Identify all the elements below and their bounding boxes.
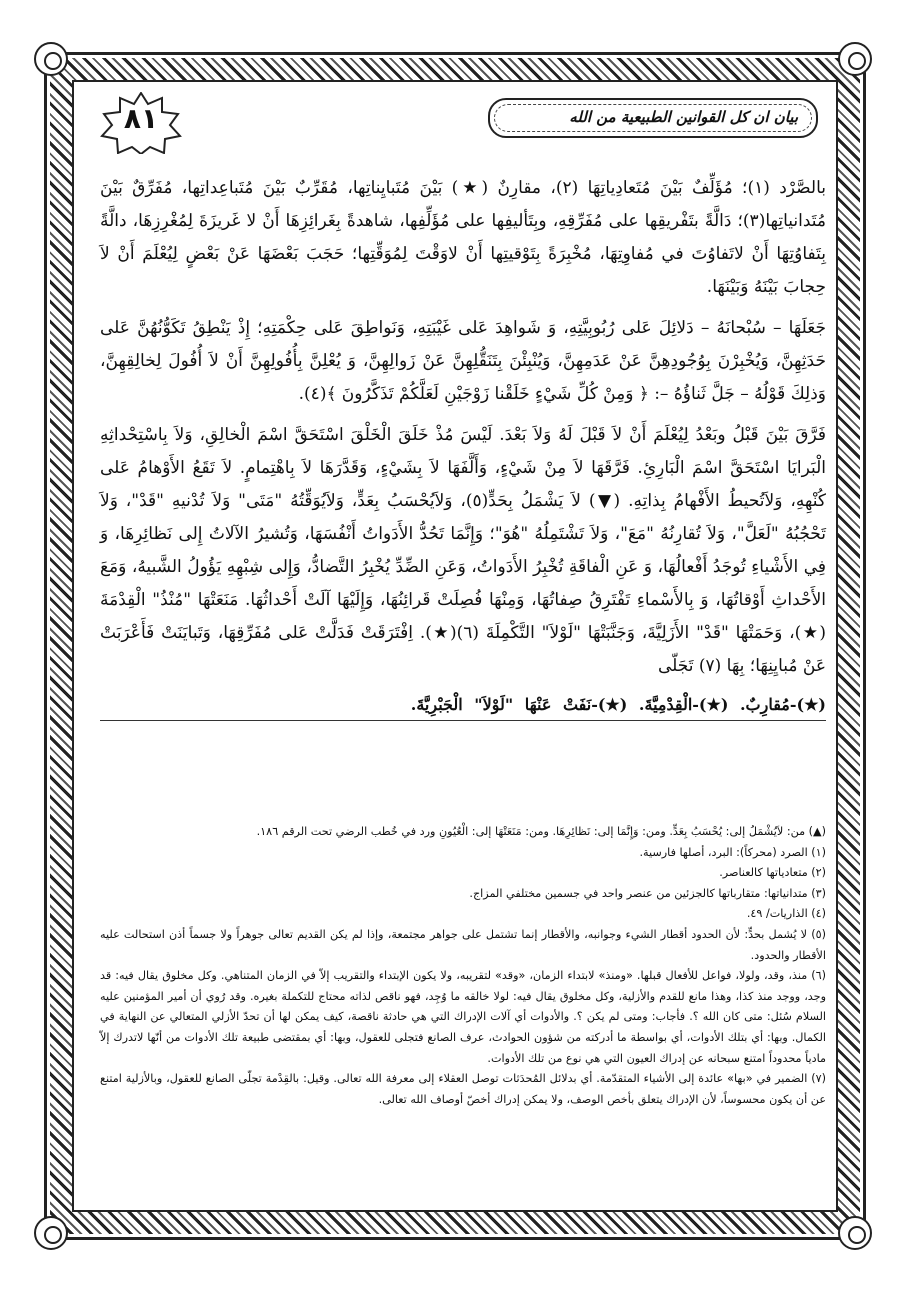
footnote: (٧) الضمير في «بها» عائدة إلى الأشياء المتقدّمة. أي بدلائل المُحدَثات توصل العقلاء إلى معرفة الله تعالى. وقيل: بالقِدْمة تجلّى الصانع للعقول، وبالأزلية امتنع عن أن يكون محسوساً، لأن الإدراك يتعلق بأخص الوصف، ولا يمكن إدراك أخصّ أوصاف الله تعالى. xyxy=(100,1072,826,1106)
page-number-badge xyxy=(96,92,186,154)
paragraph: جَعَلَهَا – سُبْحانَهُ – دَلائِلَ عَلى رُبُوبِيَّتِهِ، وَ شَواهِدَ عَلى غَيْبَتِهِ، وَنَواطِقَ عَلى حِكْمَتِهِ؛ إِذْ يَنْطِقُ تَكَوُّنُهُنَّ عَلى حَدَثِهِنَّ، وَيُخْبِرْنَ بِوُجُودِهِنَّ عَنْ عَدَمِهِنَّ، وَيُنْبِئْنَ بِتَنَقُّلِهِنَّ عَنْ زَوالِهِنَّ، وَ يُعْلِنَّ بِأُفُولِهِنَّ أَنْ لاَ أُفُولَ لِخالِقِهِنَّ، وَذلِكَ قَوْلُهُ – جَلَّ ثَناؤُهُ –: ﴿ وَمِنْ كُلِّ شَيْءٍ خَلَقْنا زَوْجَيْنِ لَعَلَّكُمْ تَذَكَّرُونَ ﴾(٤). xyxy=(100,318,826,404)
corner-ornament-icon xyxy=(34,1216,68,1250)
corner-ornament-icon xyxy=(34,42,68,76)
running-title: بيان ان كل القوانين الطبيعية من الله xyxy=(569,108,798,126)
paragraph: بالصَّرْد (١)؛ مُؤَلِّفٌ بَيْنَ مُتَعادِياتِهَا (٢)، مقارِنٌ (★) بَيْنَ مُتَبايِناتِها، مُقَرِّبٌ بَيْنَ مُتَباعِداتِها، مُفَرِّقٌ بَيْنَ مُتَدانياتِها(٣)؛ دَالَّةً بتَفْريقِها على مُفَرِّقِهِ، وبِتَأليفِها على مُؤَلِّفِها، شاهدةً بِغَرائِزِهَا أَنْ لا غَريزَةَ لِمُغْرِزِهَا، دالَّةً بِتَفاوُتِهَا أَنْ لاتَفاوُتَ في مُفاوِتِهَا، مُخْبِرَةً بِتَوْقيتِها أَنْ لاوَقْتَ لِمُوَقِّتِها؛ حَجَبَ بَعْضَهَا عَنْ بَعْضٍ لِيُعْلَمَ أَنْ لاَ حِجابَ بَيْنَهُ وَبَيْنَهَا. xyxy=(100,178,826,297)
page-header xyxy=(96,92,828,154)
corner-ornament-icon xyxy=(838,1216,872,1250)
footnote: (١) الصرد (محركاً): البرد، أصلها فارسية. xyxy=(639,845,826,859)
corner-ornament-icon xyxy=(838,42,872,76)
main-text xyxy=(100,172,826,727)
footnote: (٣) متدانياتها: متقارباتها كالجزئين من عنصر واحد في جسمين مختلفي المزاج. xyxy=(469,886,826,900)
footnotes xyxy=(100,822,826,1110)
footnote: (٤) الذاريات/ ٤٩. xyxy=(746,907,826,921)
variant-readings: (★)-مُقارِبٌ. (★)-الْقِدْمِيَّةَ. (★)-نَفَتْ عَنْهَا "لَوْلاَ" الْجَبْرِيَّةَ. xyxy=(100,695,826,721)
running-title-box xyxy=(488,98,818,138)
footnote: (٢) متعادياتها كالعناصر. xyxy=(719,866,826,880)
page-number: ٨١ xyxy=(123,102,159,135)
paragraph: فَرَّقَ بَيْنَ قَبْلُ وبَعْدُ لِيُعْلَمَ أَنْ لاَ قَبْلَ لَهُ وَلاَ بَعْدَ. لَيْسَ مُذْ خَلَقَ الْخَلْقَ اسْتَحَقَّ اسْمَ الْخالِقِ، وَلاَ بِاسْتِحْداثِهِ الْبَرايَا اسْتَحَقَّ اسْمَ الْبَارِئِ. فَرَّقَهَا لاَ مِنْ شَيْءٍ، وَأَلَّفَهَا لاَ بِشَيْءٍ، وَقَدَّرَهَا لاَ بِاهْتِمامٍ. لاَ تَقَعُ الأَوْهامُ عَلى كُنْهِهِ، وَلاَتُحيطُ الأَفْهامُ بِذاتِهِ. (▼) لاَ يَشْمَلُ بِحَدٍّ(٥)، وَلاَيُحْسَبُ بِعَدٍّ، وَلاَيُوَقِّتُهُ "مَتَى" وَلاَ تُدْنيهِ "قَدْ"، وَلاَ تَحْجُبُهُ "لَعَلَّ"، وَلاَ تُقارِنُهُ "مَعَ"، وَلاَ تَشْتَمِلُهُ "هُوَ"؛ وَإِنَّمَا تَحُدُّ الأَدَواتُ أَنْفُسَهَا، وَتُشيرُ الآلاتُ إِلى نَظائِرِهَا، وَ فِي الأَشْياءِ تُوجَدُ أَفْعالُهَا، وَ عَنِ الْفاقَةِ تُخْبِرُ الأَدَواتُ، وَعَنِ الضِّدِّ يُخْبِرُ التَّضادُّ، وَإِلى شِبْهِهِ يَؤُولُ الشَّبيهُ، وَمَعَ الأَحْداثِ أَوْقاتُهَا، وَ بِالأَسْماءِ تَفْتَرِقُ صِفاتُهَا، وَمِنْهَا فُصِلَتْ قَرائِنُهَا، وَإِلَيْهَا آلَتْ أَحْداثُهَا. مَنَعَتْهَا "مُنْذُ" الْقِدْمَةَ (★)، وَحَمَتْهَا "قَدْ" الأَزَلِيَّةَ، وَجَنَّبَتْهَا "لَوْلاَ" التَّكْمِلَةَ (٦)(★). اِفْتَرَقَتْ فَدَلَّتْ عَلى مُفَرِّقِهَا، وَتَبايَنَتْ فَأَعْرَبَتْ عَنْ مُبايِنِهَا؛ بِهَا (٧) تَجَلّى xyxy=(100,425,827,676)
footnote: (▲) من: لاَيُشْمَلُ إلى: يُحْسَبُ بِعَدٍّ. ومن: وَإِنَّمَا إلى: نَظائِرِهَا. ومن: مَنَعَتْهَا إلى: الْعُيُونِ ورد في خُطب الرضي تحت الرقم ١٨٦. xyxy=(256,825,826,838)
footnote: (٥) لا يُشمل بحدٍّ: لأن الحدود أقطار الشيء وجوانبه، والأقطار إنما تشتمل على جواهر مجتمعة، وإذا لم يكن القديم تعالى جوهراً ولا جسماً أذن استحالت عليه الأقطار والحدود. xyxy=(100,927,826,962)
footnote: (٦) منذ، وقد، ولولا، فواعل للأفعال قبلها. «ومنذ» لابتداء الزمان، «وقد» لتقريبه، ولا يكون الإبتداء والتقريب إلاّ في الزمان المتناهي. وكل مخلوق يقال فيه: قد وجد، ووجد منذ كذا، وهذا مانع للقدم والأزلية، وكل مخلوق يقال فيه: لولا خالقه ما وُجِد، فهو ناقص لذاته محتاج للتكملة بغيره. وقد رُوي أن أمير المؤمنين عليه السلام سُئل: متى كان الله ؟. فأجاب: ومتى لم يكن ؟. والأدوات أي آلات الإدراك التي هي حادثة ناقصة، كيف يمكن لها أن تحدّ الأزلي المتعالي عن النهاية في الكمال. وبها: أي بتلك الأدوات، أي بواسطة ما أدركته من شؤون الحوادث، عرف الصانع فتجلى للعقول، وبها: أي بمقتضى طبيعة تلك الأدوات من أنّها لاتدرك إلاّ مادياً محدوداً امتنع سبحانه عن إدراك العيون التي هي نوع من تلك الأدوات. xyxy=(100,969,826,1065)
